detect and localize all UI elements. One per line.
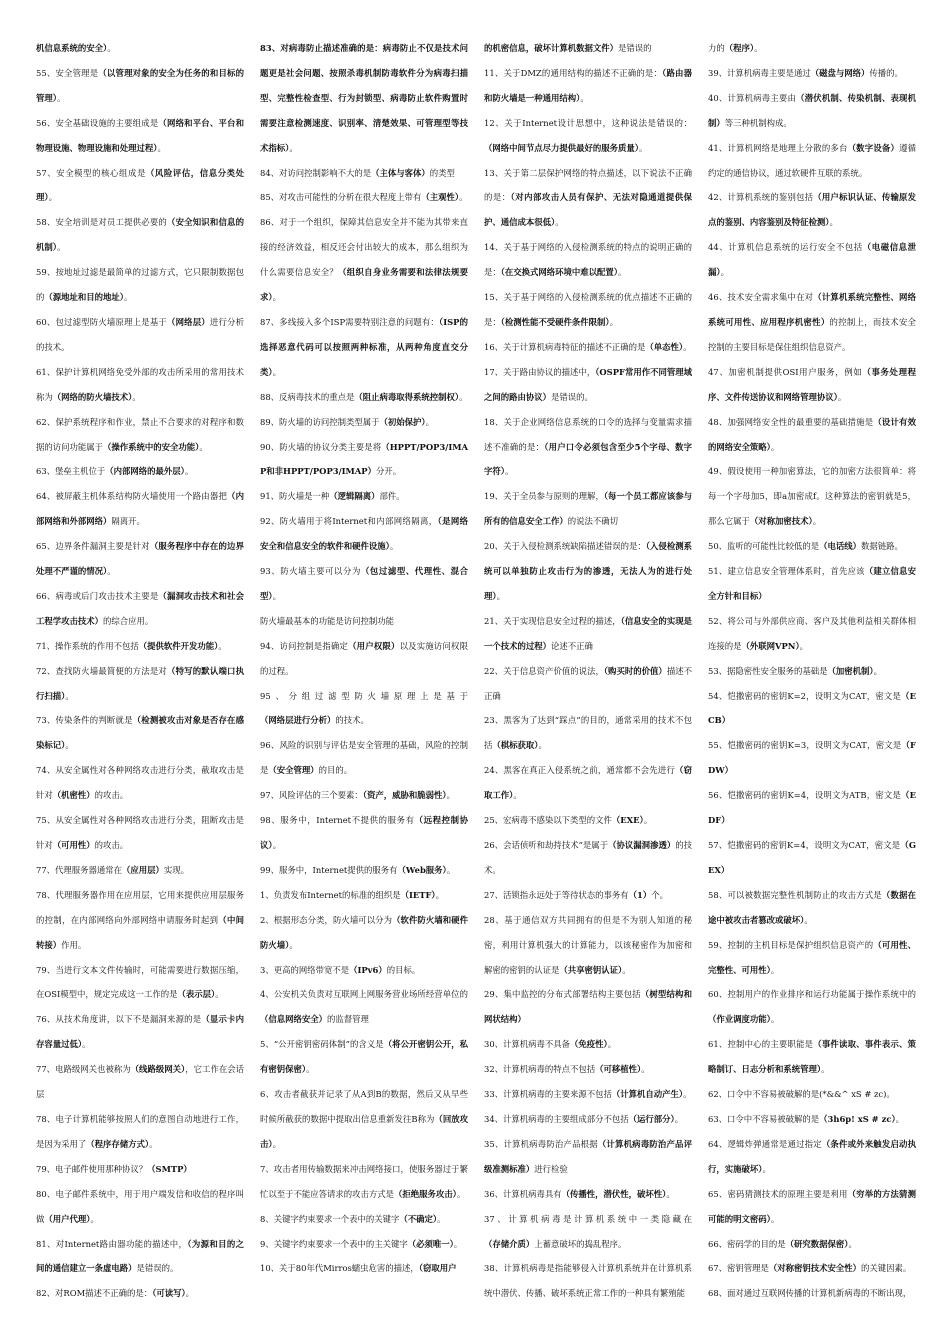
question-item: 62、保护系统程序和作业，禁止不合要求的对程序和数据的访问功能属于（操作系统中的安全功能）。 [36,416,244,452]
question-item: 的机密信息，破坏计算机数据文件）是错误的 [484,43,652,53]
question-item: 56、安全基础设施的主要组成是（网络和平台、平台和物理设施、物理设施和处理过程）。 [36,117,245,153]
question-item: 87、多线接入多个ISP需要特别注意的问题有：（ISP的选择恶意代码可以按照两种标准，从两种角度直交分类）。 [260,316,468,377]
question-item: 17、关于路由协议的描述中，（OSPF常用作不同管理域之间的路由协议）是错误的。 [484,366,692,402]
question-item: 力的（程序）。 [708,43,763,53]
question-item: 88、反病毒技术的重点是（阻止病毒取得系统控制权）。 [260,391,468,402]
question-item: 80、电子邮件系统中，用于用户端发信和收信的程序叫做（用户代理）。 [36,1188,244,1224]
question-item: 79、当进行文本文件传输时，可能需要进行数据压缩，在OSI模型中，规定完成这一工作的是（表示层）。 [36,964,244,1000]
question-item: 56、恺撒密码的密钥K=4，设明文为ATB，密文是（EDF） [708,790,916,826]
question-item: 25、宏病毒不感染以下类型的文件（EXE）。 [484,815,653,826]
question-item: 39、计算机病毒主要是通过（磁盘与网络）传播的。 [708,67,903,78]
question-item: 1、负责发布Internet的标准的组织是（IETF）。 [260,889,444,900]
question-item: 85、对攻击可能性的分析在很大程度上带有（主观性）。 [260,192,468,203]
question-item: 68、面对通过互联网传播的计算机新病毒的不断出现， [708,1288,912,1299]
question-item: 74、从安全属性对各种网络攻击进行分类，截取攻击是针对（机密性）的攻击。 [36,765,244,801]
question-item: 10、关于80年代Mirros蠕虫危害的描述，（窃取用户 [260,1263,457,1274]
question-item: 12、关于Internet设计思想中，这种说法是错误的：（网络中间节点尽力提供最好的服务质量）。 [484,117,692,153]
question-item: 76、从技术角度讲，以下不是漏洞来源的是（显示卡内存容量过低）。 [36,1014,245,1050]
question-item: 57、恺撒密码的密钥K=4，设明文为CAT，密文是（GEX） [708,840,916,875]
question-item: 38、计算机病毒是指能够侵入计算机系统并在计算机系统中潜伏、传播、破坏系统正常工作的一种具有繁殖能 [484,1263,692,1299]
column-3 [484,36,692,1306]
question-item: 65、密码猜测技术的原理主要是利用（穷举的方法猜测可能的明文密码）。 [708,1188,917,1224]
question-item: 99、服务中，Internet提供的服务有（Web服务）。 [260,864,456,875]
question-item: 3、更高的网络带宽不是（IPv6）的目标。 [260,964,421,975]
text-columns [36,36,916,1306]
question-item: 61、保护计算机网络免受外部的攻击所采用的常用技术称为（网络的防火墙技术）。 [36,366,244,402]
question-item: 36、计算机病毒具有（传播性，潜伏性，破坏性）。 [484,1188,675,1199]
question-item: 63、口令中不容易被破解的是（3h6p! xS # zc）。 [708,1113,905,1124]
question-item: 96、风险的识别与评估是安全管理的基础，风险的控制是（安全管理）的目的。 [260,740,468,776]
question-item: 63、堡垒主机位于（内部网络的最外层）。 [36,466,194,477]
question-item: 98、服务中，Internet不提供的服务有（远程控制协议）。 [260,815,469,850]
question-item: 19、关于全员参与原则的理解，（每一个员工都应该参与所有的信息安全工作）的说法不确切 [484,491,692,527]
question-item: 18、关于企业网络信息系统的口令的选择与变量需求描述不准确的是：（用户口令必须包含至少5个字母、数字字符）。 [484,416,693,477]
question-item: 66、密码学的目的是（研究数据保密）。 [708,1238,857,1249]
question-item: 66、病毒或后门攻击技术主要是（漏洞攻击技术和社会工程学攻击技术）的综合应用。 [36,590,245,626]
question-item: 53、据隐密性安全服务的基础是（加密机制）。 [708,665,882,676]
question-item: 58、可以被数据完整性机制防止的攻击方式是（数据在途中被攻击者篡改或破坏）。 [708,889,917,925]
question-item: 27、活锁指永远处于等待状态的事务有（1）个。 [484,889,668,900]
question-item: 32、计算机病毒的特点不包括（可移植性）。 [484,1064,650,1075]
question-item: 78、电子计算机能够按照人们的意图自动地进行工作，是因为采用了（程序存储方式）。 [36,1113,244,1149]
question-item: 94、访问控制是指确定（用户权限）以及实施访问权限的过程。 [260,640,469,676]
column-2 [260,36,468,1306]
question-item: 75、从安全属性对各种网络攻击进行分类，阻断攻击是针对（可用性）的攻击。 [36,815,244,850]
question-item: 57、安全模型的核心组成是（风险评估，信息分类处理）。 [36,167,245,203]
question-item: 2、根据形态分类，防火墙可以分为（软件防火墙和硬件防火墙）。 [260,914,469,950]
question-item: 58、安全培训是对员工提供必要的（安全知识和信息的机制）。 [36,217,245,253]
question-item: 5、“公开密钥密码体制”的含义是（将公开密钥公开，私有密钥保密）。 [260,1039,469,1075]
question-item: 97、风险评估的三个要素：（资产，威胁和脆弱性）。 [260,790,455,801]
question-item: 4、公安机关负责对互联网上网服务营业场所经营单位的（信息网络安全）的监督管理 [260,989,468,1025]
question-item: 50、监听的可能性比较低的是（电话线）数据链路。 [708,541,903,552]
question-item: 79、电子邮件使用那种协议？（SMTP） [36,1163,192,1174]
question-item: 55、恺撒密码的密钥K=3，设明文为CAT，密文是（FDW） [708,740,917,776]
question-item: 29、集中监控的分布式部署结构主要包括（树型结构和网状结构） [484,989,693,1025]
question-item: 64、被屏蔽主机体系结构防火墙使用一个路由器把（内部网络和外部网络）隔离开。 [36,491,245,527]
column-4 [708,36,916,1306]
question-item: 30、计算机病毒不具备（免疫性）。 [484,1039,617,1050]
question-item: 33、计算机病毒的主要来源不包括（计算机自动产生）。 [484,1089,692,1100]
question-item: 机信息系统的安全）。 [36,43,116,53]
question-item: 49、假设使用一种加密算法，它的加密方法很简单：将每一个字母加5，即a加密成f。这种算法的密钥就是5，那么它属于（对称加密技术）。 [708,466,916,527]
question-item: 11、关于DMZ的通用结构的描述不正确的是：（路由器和防火墙是一种通用结构）。 [484,67,693,103]
question-item: 54、恺撒密码的密钥K=2，设明文为CAT，密文是（ECB） [708,690,916,726]
question-item: 35、计算机病毒防治产品根据（计算机病毒防治产品评级准测标准）进行检验 [484,1138,693,1174]
question-item: 55、安全管理是（以管理对象的安全为任务的和目标的管理）。 [36,67,244,103]
question-item: 23、黑客为了达到“踩点”的目的，通常采用的技术不包括（棋标获取）。 [484,715,692,751]
question-item: 78、代理服务器作用在应用层，它用来提供应用层服务的控制，在内部网络向外部网络申请服务时起到（中间转接）作用。 [36,889,244,950]
question-item: 89、防火墙的访问控制类型属于（初始保护）。 [260,416,434,427]
question-item: 86、对于一个组织，保障其信息安全并不能为其带来直接的经济效益，相反还会付出较大的成本，那么组织为什么需要信息安全？（组织自身业务需要和法律法规要求）。 [260,217,469,303]
question-item: 16、关于计算机病毒特征的描述不正确的是（单态性）。 [484,341,692,352]
question-item: 15、关于基于网络的入侵检测系统的优点描述不正确的是：（检测性能不受硬件条件限制）。 [484,292,692,327]
question-item: 71、操作系统的作用不包括（提供软件开发功能）。 [36,640,227,651]
question-item: 6、攻击者截获并记录了从A到B的数据，然后又从早些时候所截获的数据中提取出信息重新发往B称为（回放攻击）。 [260,1089,469,1149]
question-item: 42、计算机系统的鉴别包括（用户标识认证、传输原发点的鉴别、内容鉴别及特征检测）。 [708,192,917,228]
question-item: 20、关于入侵检测系统缺陷描述错误的是：（入侵检测系统可以单独防止攻击行为的渗透，无法人为的进行处理）。 [484,541,692,601]
question-item: 41、计算机网络是地理上分散的多台（数字设备）遵循约定的通信协议，通过软硬件互联的系统。 [708,142,917,178]
question-item: 77、电路级网关也被称为（线路级网关），它工作在会话层 [36,1064,245,1100]
question-item: 61、控制中心的主要职能是（事件读取、事件表示、策略制订、日志分析和系统管理）。 [708,1039,917,1075]
question-item: 73、传染条件的判断就是（检测被攻击对象是否存在感染标记）。 [36,715,245,751]
question-item: 7、攻击者用传输数据来冲击网络接口，使服务器过于繁忙以至于不能应答请求的攻击方式是（拒绝服务攻击）。 [260,1163,468,1199]
question-item: 21、关于实现信息安全过程的描述，（信息安全的实现是一个技术的过程）论述不正确 [484,615,692,651]
question-item: 26、会话侦听和劫持技术”是属于（协议漏洞渗透）的技术。 [484,840,693,875]
question-item: 77、代理服务器通常在（应用层）实现。 [36,864,190,875]
question-item: 60、控制用户的作业排序和运行功能属于操作系统中的（作业调度功能）。 [708,989,916,1025]
question-item: 51、建立信息安全管理体系时，首先应该（建立信息安全方针和目标） [708,566,917,601]
question-item: 72、查找防火墙最简便的方法是对（特写的默认端口执行扫描）。 [36,665,245,701]
question-item: 64、逻辑炸弹通常是通过指定（条件或外来触发启动执行，实施破坏）。 [708,1138,917,1174]
question-item: 82、对ROM描述不正确的是：（可读写）。 [36,1288,195,1299]
question-item: 95、分组过滤型防火墙原理上是基于（网络层进行分析）的技术。 [260,690,468,726]
question-item: 37、计算机病毒是计算机系统中一类隐藏在（存储介质）上蓄意破坏的捣乱程序。 [484,1213,692,1249]
question-item: 93、防火墙主要可以分为（包过滤型、代理性、混合型）。 [260,566,468,601]
question-item: 67、密钥管理是（对称密钥技术安全性）的关键因素。 [708,1263,912,1274]
question-item: 91、防火墙是一种（逻辑隔离）部件。 [260,491,405,502]
column-1 [36,36,244,1306]
question-item: 90、防火墙的协议分类主要是将（HPPT/POP3/IMAP和非HPPT/POP3/IMAP）分开。 [260,441,469,477]
question-item: 84、对访问控制影响不大的是（主体与客体）的类型 [260,167,455,178]
question-item: 62、口令中不容易被破解的是(*&&^ xS # zc)。 [708,1089,895,1100]
question-item: 47、加密机制提供OSI用户服务，例如（事务处理程序、文件传送协议和网络管理协议）。 [708,366,917,402]
question-item: 9、关键字约束要求一个表中的主关键字（必须唯一）。 [260,1238,463,1249]
question-item: 14、关于基于网络的入侵检测系统的特点的说明正确的是：（在交换式网络环境中难以配置）。 [484,242,692,278]
question-item: 92、防火墙用于将Internet和内部网络隔离，（是网络安全和信息安全的软件和硬件设施）。 [260,516,469,552]
question-item: 22、关于信息资产价值的说法，（购买时的价值）描述不正确 [484,665,692,701]
question-item: 13、关于第二层保护网络的特点描述，以下说法不正确的是：（对内部攻击人员有保护、无法对隐通道提供保护、通信成本很低）。 [484,167,693,228]
question-item: 防火墙最基本的功能是访问控制功能 [260,615,394,626]
question-item: 81、对Internet路由器功能的描述中，（为源和目的之间的通信建立一条虚电路）是错误的。 [36,1238,244,1274]
question-item: 83、对病毒防止描述准确的是：病毒防止不仅是技术问题更是社会问题、按照杀毒机制防毒软件分为病毒扫描型、完整性检查型、行为封锁型、病毒防止软件购置时需要注意检测速度、识别率、清楚效果、可管理型等技术指标）。 [260,43,468,153]
question-item: 8、关键字约束要求一个表中的关键字（不确定）。 [260,1213,446,1224]
question-item: 44、计算机信息系统的运行安全不包括（电磁信息泄漏）。 [708,242,917,278]
question-item: 48、加强网络安全性的最重要的基础措施是（设计有效的网络安全策略）。 [708,416,917,452]
question-item: 24、黑客在真正入侵系统之前，通常都不会先进行（窃取工作）。 [484,765,693,801]
question-item: 52、将公司与外部供应商、客户及其他利益相关群体相连接的是（外联网VPN）。 [708,615,916,651]
question-item: 46、技术安全需求集中在对（计算机系统完整性、网络系统可用性、应用程序机密性）的控制上，而技术安全控制的主要目标是保住组织信息资产。 [708,292,917,352]
question-item: 34、计算机病毒的主要组成部分不包括（运行部分）。 [484,1113,684,1124]
question-item: 59、按地址过滤是最简单的过滤方式，它只限制数据包的（源地址和目的地址）。 [36,267,244,303]
question-item: 60、包过滤型防火墙原理上是基于（网络层）进行分析的技术。 [36,316,245,352]
question-item: 65、边界条件漏洞主要是针对（服务程序中存在的边界处理不严谨的情况）。 [36,541,245,577]
question-item: 28、基于通信双方共同拥有的但是不为别人知道的秘密，利用计算机强大的计算能力，以该秘密作为加密和解密的密钥的认证是（共享密钥认证）。 [484,914,692,975]
question-item: 40、计算机病毒主要由（潜伏机制、传染机制、表现机制）等三种机制构成。 [708,92,917,128]
question-item: 59、控制的主机目标是保护组织信息资产的（可用性、完整性、可用性）。 [708,939,917,975]
